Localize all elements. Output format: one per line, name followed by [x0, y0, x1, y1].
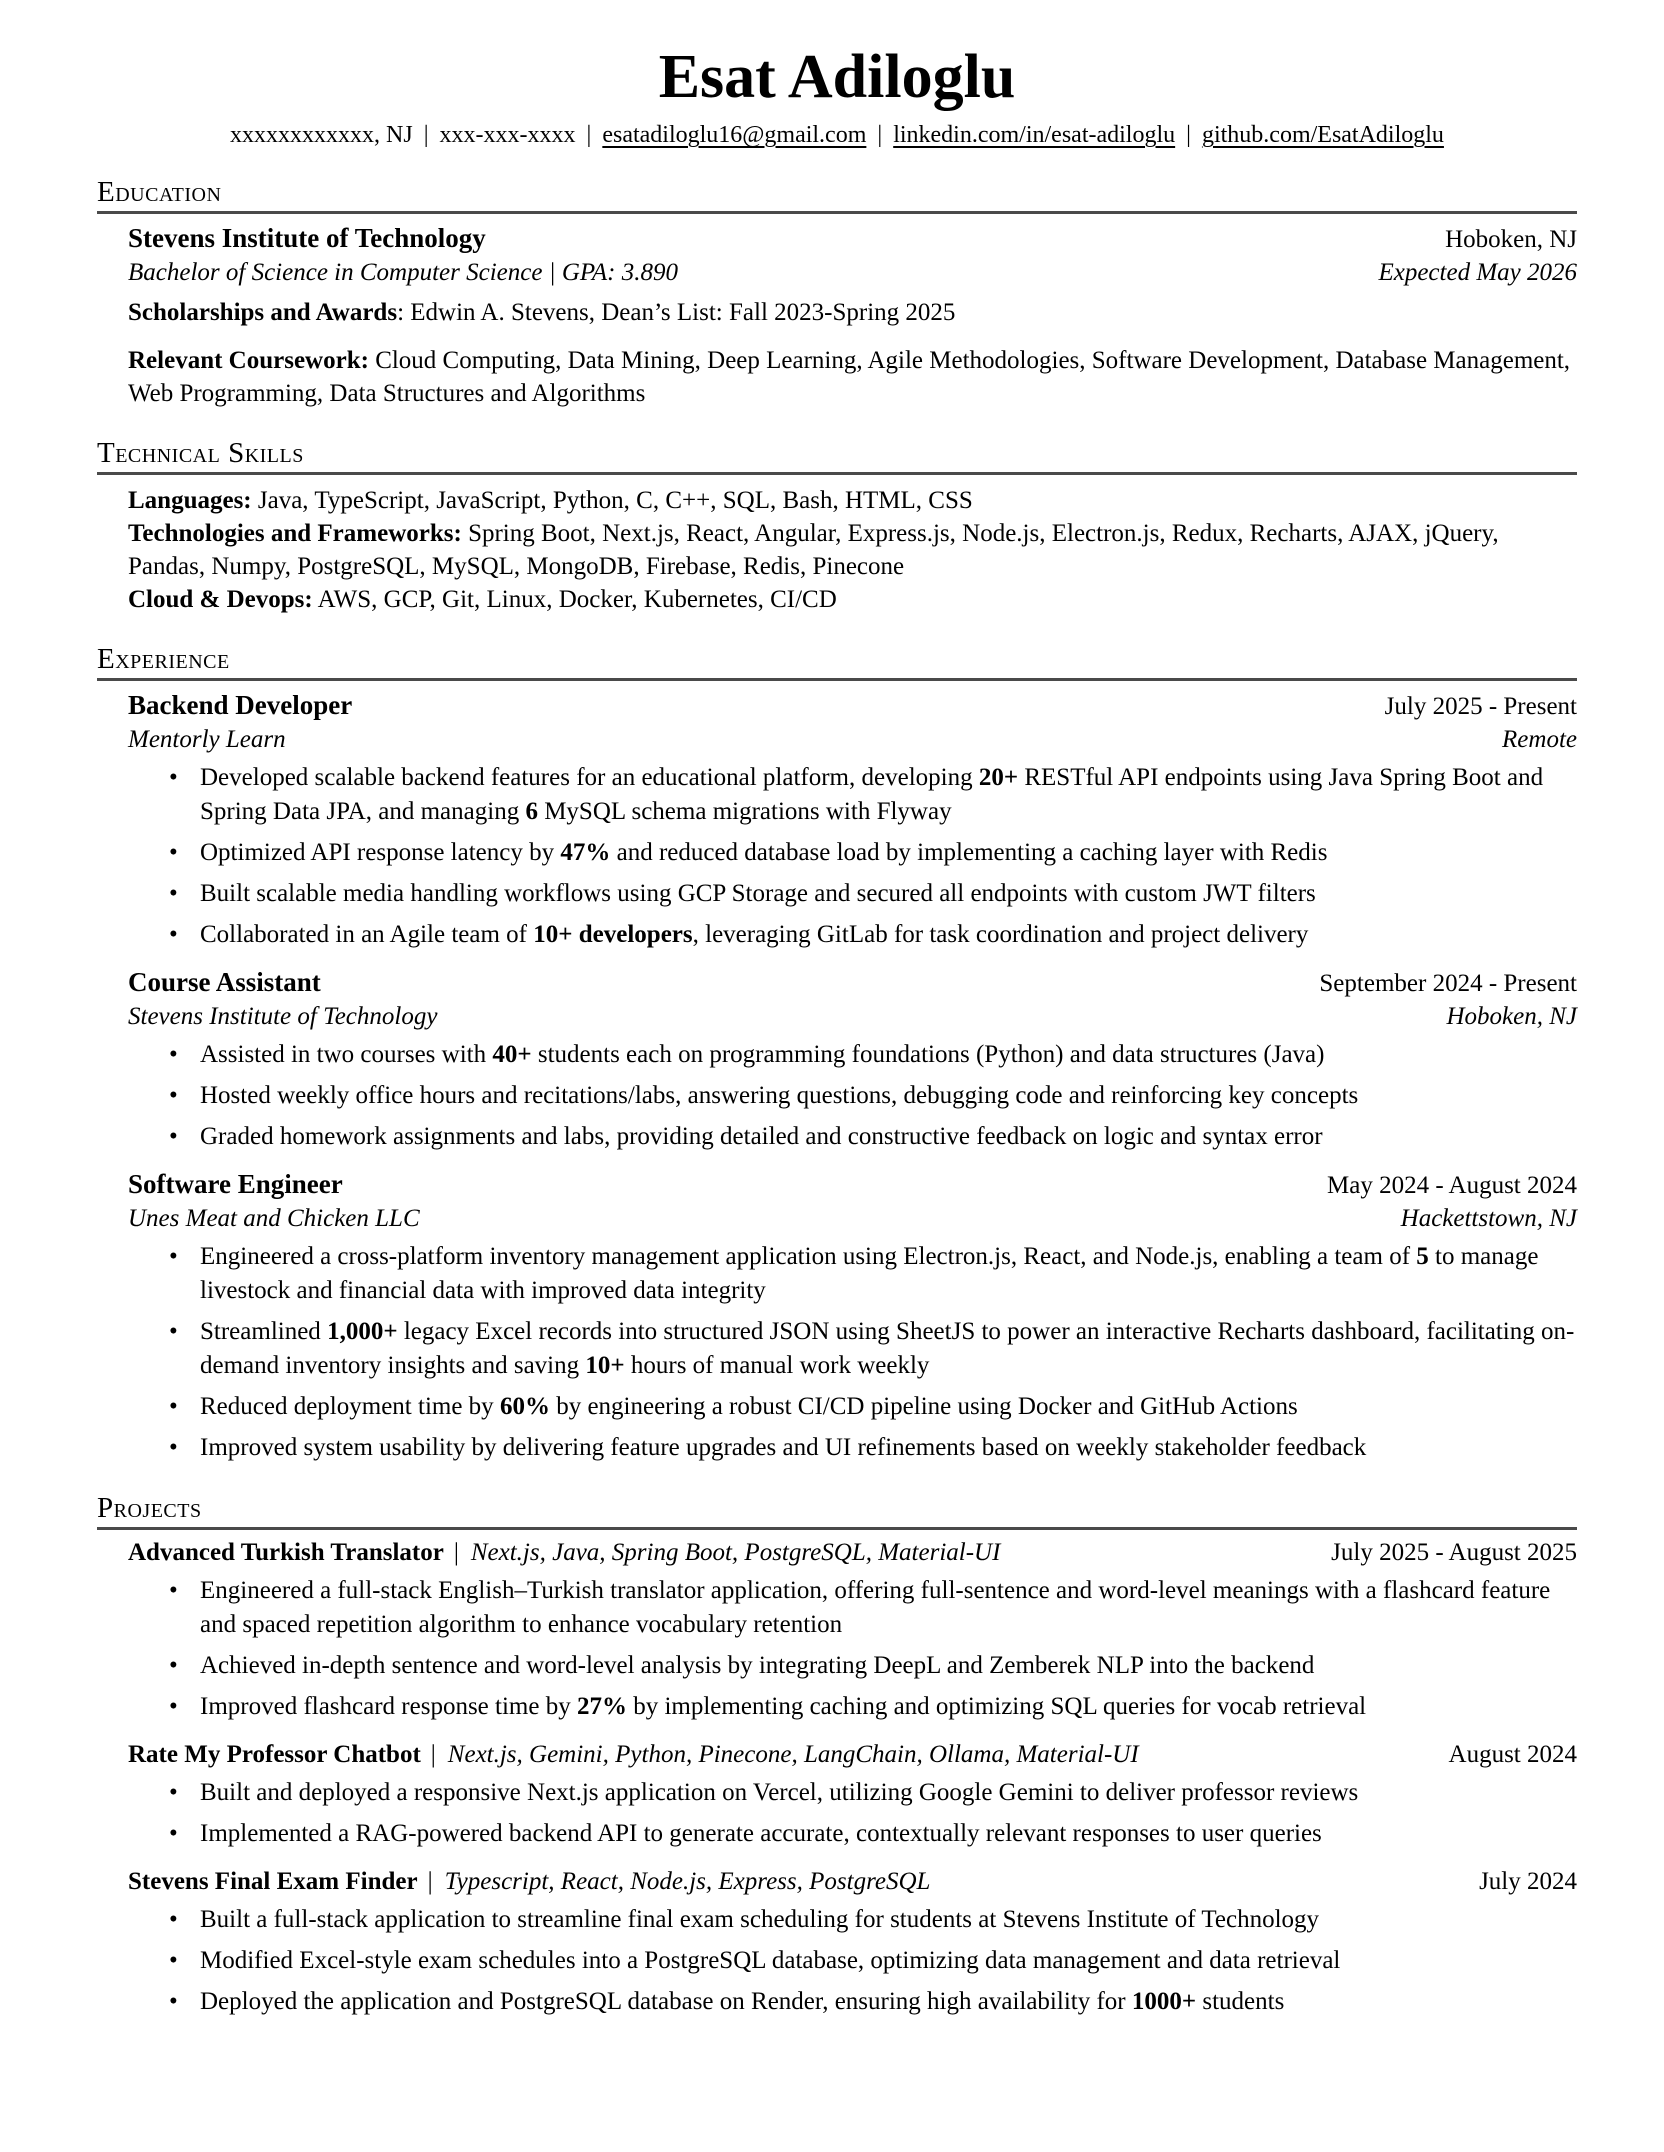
- bullet-item: [128, 877, 1577, 911]
- bullet-marker-icon: •: [169, 880, 178, 908]
- bullet-marker-icon: •: [169, 1243, 178, 1271]
- job-title: Software Engineer: [128, 1169, 343, 1200]
- school-name: Stevens Institute of Technology: [128, 223, 486, 254]
- project-name: Stevens Final Exam Finder: [128, 1868, 418, 1896]
- bullet-item: [128, 1985, 1577, 2019]
- contact-line: [97, 122, 1577, 149]
- bullet-marker-icon: •: [169, 839, 178, 867]
- contact-linkedin-link[interactable]: linkedin.com/in/esat-adiloglu: [893, 122, 1176, 149]
- project-date: July 2024: [1479, 1868, 1577, 1896]
- resume-name: Esat Adiloglu: [658, 43, 1016, 111]
- bullet-text: Collaborated in an Agile team of 10+ developers, leveraging GitLab for task coordination and project delivery: [200, 921, 1309, 949]
- bullet-item: [128, 1574, 1577, 1642]
- project-date: August 2024: [1448, 1741, 1577, 1769]
- section-projects: [97, 1492, 1577, 2019]
- graduation-date: Expected May 2026: [1378, 259, 1577, 287]
- bullet-item: [128, 1944, 1577, 1978]
- bullet-marker-icon: •: [169, 1577, 178, 1605]
- bullet-text: Reduced deployment time by 60% by engineering a robust CI/CD pipeline using Docker and GitHub Actions: [200, 1393, 1298, 1421]
- contact-separator: |: [877, 122, 883, 149]
- bullet-marker-icon: •: [169, 1820, 178, 1848]
- project-separator: |: [430, 1741, 436, 1769]
- section-title-education: Education: [97, 176, 1577, 214]
- bullet-item: [128, 1903, 1577, 1937]
- job-company: Mentorly Learn: [128, 726, 286, 754]
- bullet-item: [128, 1690, 1577, 1724]
- section-title-experience: Experience: [97, 643, 1577, 681]
- bullet-marker-icon: •: [169, 1652, 178, 1680]
- job-title: Course Assistant: [128, 967, 321, 998]
- bullet-marker-icon: •: [169, 1393, 178, 1421]
- job-company: Unes Meat and Chicken LLC: [128, 1205, 420, 1233]
- section-title-projects: Projects: [97, 1492, 1577, 1530]
- bullet-text: Developed scalable backend features for an educational platform, developing 20+ RESTful API endpoints using Java Spring Boot and Spring Data JPA, and managing 6 MySQL schema migrations with Flyway: [200, 764, 1544, 826]
- bullet-text: Engineered a full-stack English–Turkish translator application, offering full-sentence and word-level meanings with a flashcard feature and spaced repetition algorithm to enhance vocabulary retention: [200, 1577, 1551, 1639]
- bullet-text: Built a full-stack application to streamline final exam scheduling for students at Stevens Institute of Technology: [200, 1906, 1320, 1934]
- job-company: Stevens Institute of Technology: [128, 1003, 438, 1031]
- contact-phone: xxx-xxx-xxxx: [439, 122, 576, 149]
- bullet-marker-icon: •: [169, 1906, 178, 1934]
- bullet-marker-icon: •: [169, 1082, 178, 1110]
- job-date: September 2024 - Present: [1319, 970, 1577, 998]
- contact-location: xxxxxxxxxxxx, NJ: [230, 122, 413, 149]
- job-location: Hoboken, NJ: [1446, 1003, 1577, 1031]
- section-technical-skills: [97, 437, 1577, 616]
- section-education: [97, 176, 1577, 410]
- bullet-item: [128, 1240, 1577, 1308]
- contact-separator: |: [423, 122, 429, 149]
- bullet-marker-icon: •: [169, 1947, 178, 1975]
- contact-email-link[interactable]: esatadiloglu16@gmail.com: [602, 122, 867, 149]
- project-rate-my-professor-chatbot: [128, 1741, 1577, 1851]
- school-location: Hoboken, NJ: [1445, 226, 1577, 254]
- contact-github-link[interactable]: github.com/EsatAdiloglu: [1201, 122, 1444, 149]
- bullet-text: Assisted in two courses with 40+ students each on programming foundations (Python) and data structures (Java): [200, 1041, 1325, 1069]
- bullet-item: [128, 1776, 1577, 1810]
- skills-frameworks-line: Technologies and Frameworks: Spring Boot, Next.js, React, Angular, Express.js, Node.js, Electron.js, Redux, Recharts, AJAX, jQuery, Pandas, Numpy, PostgreSQL, MySQL, MongoDB, Firebase, Redis, Pinecone: [128, 520, 1499, 581]
- project-tech-stack: Next.js, Java, Spring Boot, PostgreSQL, Material-UI: [470, 1539, 1001, 1567]
- job-course-assistant: [128, 967, 1577, 1154]
- section-experience: [97, 643, 1577, 1465]
- bullet-marker-icon: •: [169, 1988, 178, 2016]
- bullet-marker-icon: •: [169, 764, 178, 792]
- bullet-marker-icon: •: [169, 1434, 178, 1462]
- skills-languages-line: Languages: Java, TypeScript, JavaScript, Python, C, C++, SQL, Bash, HTML, CSS: [128, 487, 973, 515]
- job-location: Hackettstown, NJ: [1400, 1205, 1577, 1233]
- job-title: Backend Developer: [128, 690, 353, 721]
- bullet-marker-icon: •: [169, 921, 178, 949]
- bullet-text: Achieved in-depth sentence and word-level analysis by integrating DeepL and Zemberek NLP into the backend: [200, 1652, 1315, 1680]
- project-advanced-turkish-translator: [128, 1539, 1577, 1724]
- bullet-text: Streamlined 1,000+ legacy Excel records into structured JSON using SheetJS to power an interactive Recharts dashboard, facilitating on-demand inventory insights and saving 10+ hours of manual work weekly: [200, 1318, 1575, 1380]
- project-stevens-final-exam-finder: [128, 1868, 1577, 2019]
- job-date: July 2025 - Present: [1384, 693, 1577, 721]
- bullet-item: [128, 1390, 1577, 1424]
- bullet-item: [128, 1431, 1577, 1465]
- bullet-text: Built scalable media handling workflows using GCP Storage and secured all endpoints with custom JWT filters: [200, 880, 1316, 908]
- bullet-marker-icon: •: [169, 1693, 178, 1721]
- bullet-text: Improved system usability by delivering feature upgrades and UI refinements based on weekly stakeholder feedback: [200, 1434, 1367, 1462]
- bullet-text: Modified Excel-style exam schedules into a PostgreSQL database, optimizing data management and data retrieval: [200, 1947, 1341, 1975]
- bullet-item: [128, 918, 1577, 952]
- bullet-item: [128, 761, 1577, 829]
- bullet-marker-icon: •: [169, 1318, 178, 1346]
- bullet-item: [128, 1079, 1577, 1113]
- bullet-text: Deployed the application and PostgreSQL database on Render, ensuring high availability for 1000+ students: [200, 1988, 1285, 2016]
- section-title-technical-skills: Technical Skills: [97, 437, 1577, 475]
- skills-cloud-devops-line: Cloud & Devops: AWS, GCP, Git, Linux, Docker, Kubernetes, CI/CD: [128, 586, 837, 614]
- bullet-text: Engineered a cross-platform inventory management application using Electron.js, React, and Node.js, enabling a team of 5 to manage livestock and financial data with improved data integrity: [200, 1243, 1539, 1305]
- project-name: Rate My Professor Chatbot: [128, 1741, 421, 1769]
- bullet-marker-icon: •: [169, 1779, 178, 1807]
- job-software-engineer: [128, 1169, 1577, 1465]
- project-date: July 2025 - August 2025: [1331, 1539, 1577, 1567]
- project-separator: |: [453, 1539, 459, 1567]
- bullet-text: Improved flashcard response time by 27% by implementing caching and optimizing SQL queries for vocab retrieval: [200, 1693, 1367, 1721]
- project-name: Advanced Turkish Translator: [128, 1539, 444, 1567]
- bullet-marker-icon: •: [169, 1123, 178, 1151]
- bullet-item: [128, 1315, 1577, 1383]
- bullet-text: Hosted weekly office hours and recitations/labs, answering questions, debugging code and reinforcing key concepts: [200, 1082, 1359, 1110]
- job-backend-developer: [128, 690, 1577, 952]
- bullet-item: [128, 1817, 1577, 1851]
- project-separator: |: [427, 1868, 433, 1896]
- bullet-item: [128, 836, 1577, 870]
- project-tech-stack: Typescript, React, Node.js, Express, PostgreSQL: [444, 1868, 931, 1896]
- awards-line: Scholarships and Awards: Edwin A. Stevens, Dean’s List: Fall 2023-Spring 2025: [128, 299, 956, 327]
- contact-separator: |: [586, 122, 592, 149]
- bullet-item: [128, 1038, 1577, 1072]
- bullet-item: [128, 1120, 1577, 1154]
- project-tech-stack: Next.js, Gemini, Python, Pinecone, LangChain, Ollama, Material-UI: [447, 1741, 1139, 1769]
- coursework-line: Relevant Coursework: Cloud Computing, Data Mining, Deep Learning, Agile Methodologies, Software Development, Database Management, Web Programming, Data Structures and Algorithms: [128, 347, 1571, 408]
- degree-and-gpa: Bachelor of Science in Computer Science | GPA: 3.890: [128, 259, 679, 287]
- contact-separator: |: [1186, 122, 1191, 149]
- bullet-text: Graded homework assignments and labs, providing detailed and constructive feedback on logic and syntax error: [200, 1123, 1323, 1151]
- job-location: Remote: [1502, 726, 1577, 754]
- bullet-marker-icon: •: [169, 1041, 178, 1069]
- job-date: May 2024 - August 2024: [1327, 1172, 1577, 1200]
- bullet-text: Optimized API response latency by 47% and reduced database load by implementing a caching layer with Redis: [200, 839, 1328, 867]
- bullet-item: [128, 1649, 1577, 1683]
- bullet-text: Built and deployed a responsive Next.js application on Vercel, utilizing Google Gemini to deliver professor reviews: [200, 1779, 1359, 1807]
- bullet-text: Implemented a RAG-powered backend API to generate accurate, contextually relevant responses to user queries: [200, 1820, 1322, 1848]
